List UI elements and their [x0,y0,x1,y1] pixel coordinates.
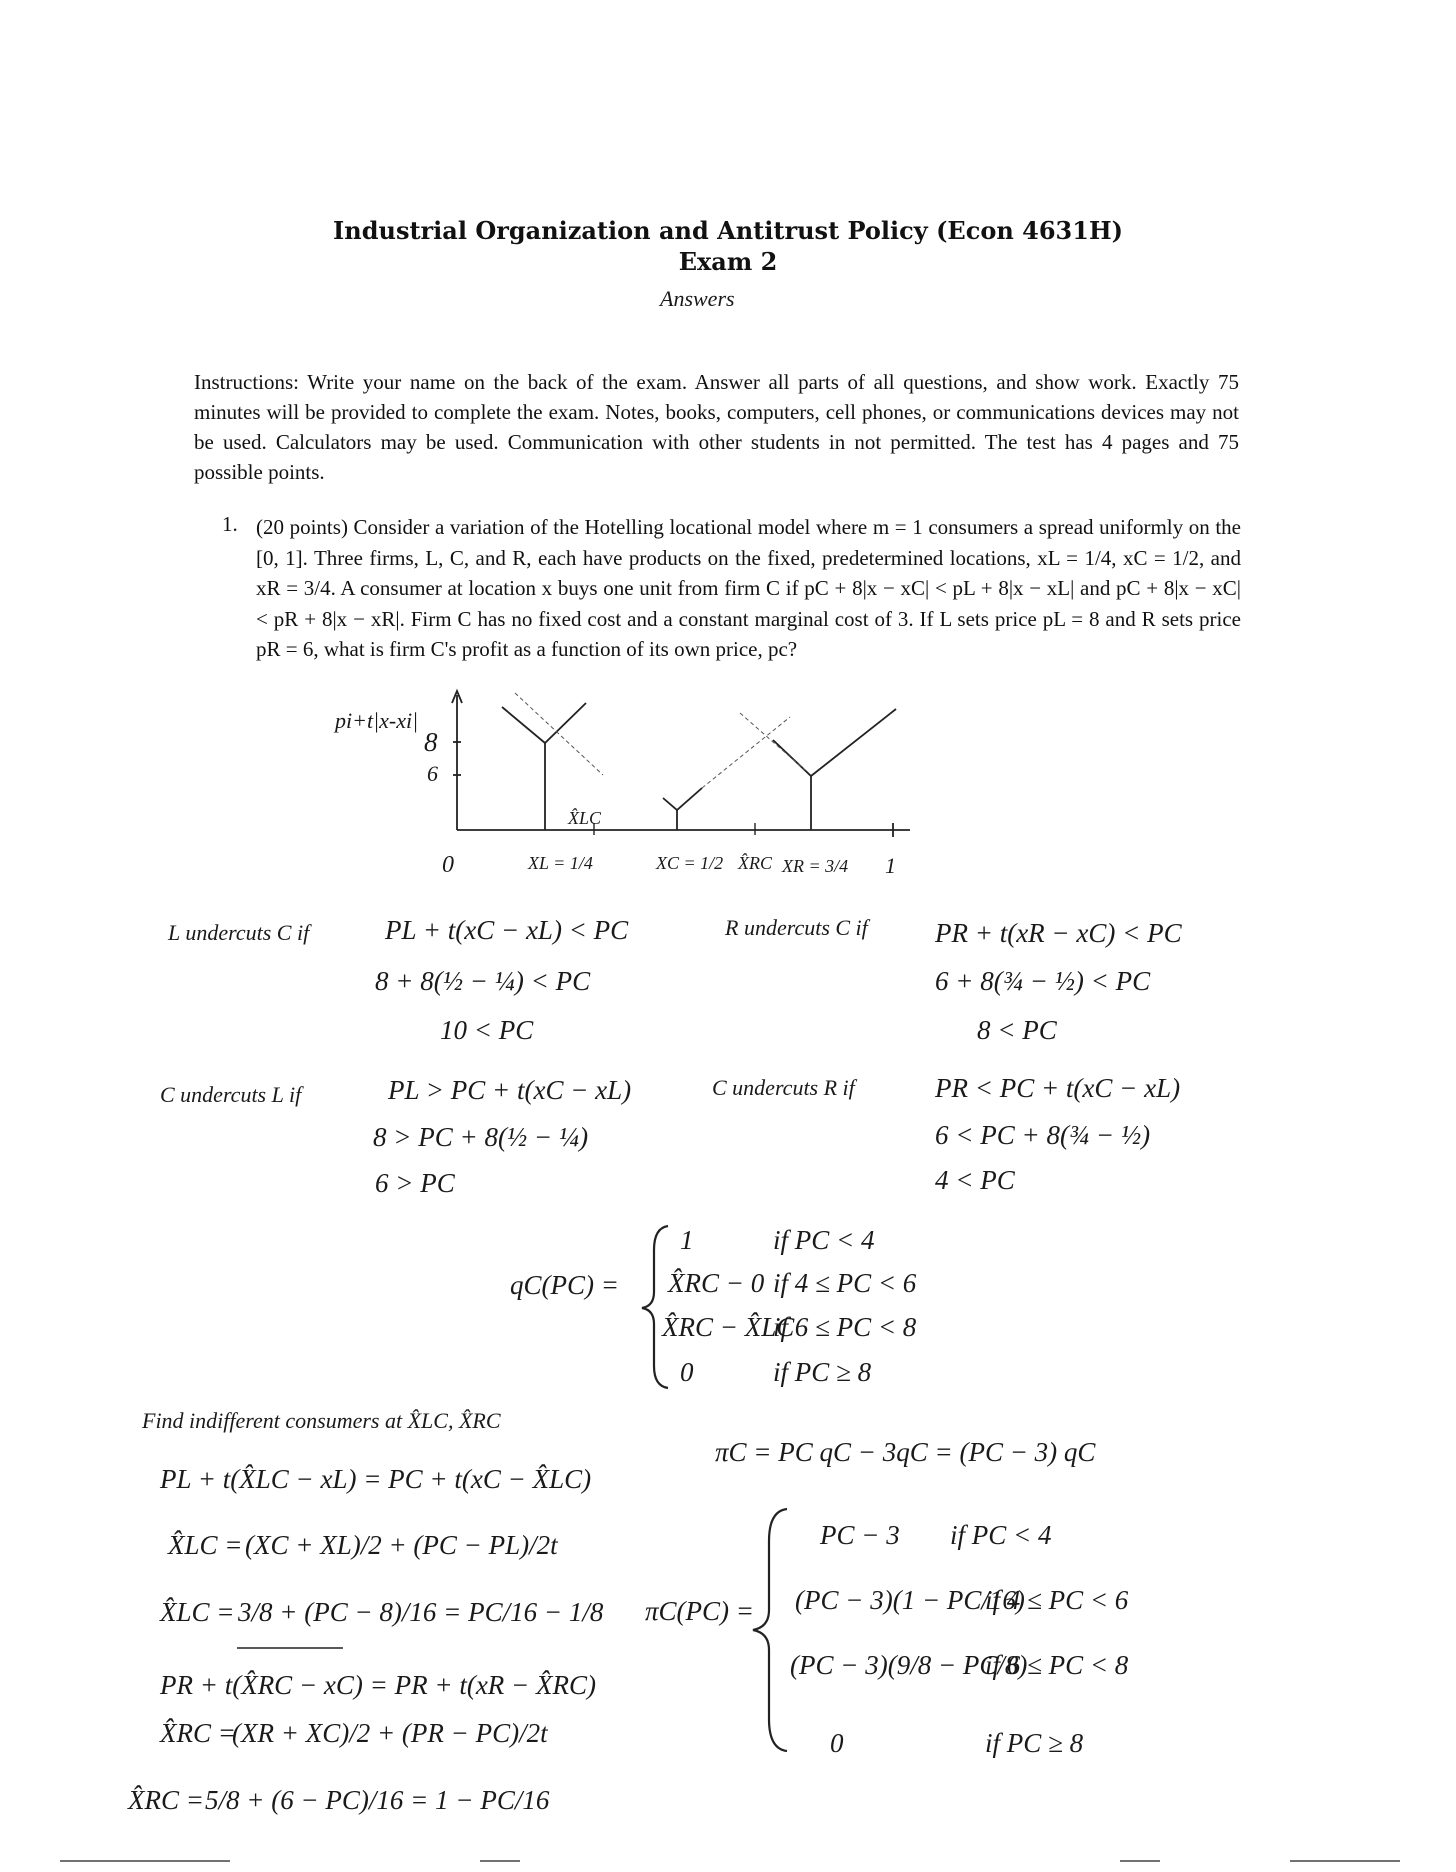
instructions: Instructions: Write your name on the back of the exam. Answer all parts of all questions, and show work. Exactly 75 minutes will be provided to complete the exam. Notes, books, computers, cell phones, or communications devices may not be used. Calculators may be used. Communication with other students in not permitted. The test has 4 pages and 75 possible points. [194,370,1239,484]
qc-case-4-value: 0 [680,1357,694,1387]
pi-case-3-cond: if 6 ≤ PC < 8 [985,1650,1129,1680]
x-origin: 0 [442,852,454,878]
y-tick-8: 8 [424,727,438,757]
find-2-rhs: (XC + XL)/2 + (PC − PL)/2t [245,1530,558,1560]
title-line-1: Industrial Organization and Antitrust Policy (Econ 4631H) [333,216,1123,245]
find-5-lhs: X̂RC = [160,1718,236,1748]
question-text: (20 points) Consider a variation of the Hotelling locational model where m = 1 consumers a spread uniformly on the [0, 1]. Three firms, L, C, and R, each have products on the fixed, predetermined locations, xL = 1/4, xC = 1/2, and xR = 3/4. A consumer at location x buys one unit from firm C if pC + 8|x − xC| < pL + 8|x − xL| and pC + 8|x − xC| < pR + 8|x − xR|. Firm C has no fixed cost and a constant marginal cost of 3. If L sets price pL = 8 and R sets price pR = 6, what is firm C's profit as a function of its own price, pc? [256,515,1241,661]
xr-label: XR = 3/4 [782,856,849,876]
find-6-rhs: 5/8 + (6 − PC)/16 = 1 − PC/16 [205,1785,550,1815]
qc-case-1-value: 1 [680,1225,694,1255]
c-undercuts-l-label: C undercuts L if [160,1082,302,1107]
c-undercuts-l-2: 8 > PC + 8(½ − ¼) [373,1122,589,1152]
firm-l-v [502,703,586,743]
question-number: 1. [222,512,238,536]
pi-case-2-cond: if 4 ≤ PC < 6 [985,1585,1129,1615]
find-5-rhs: (XR + XC)/2 + (PR − PC)/2t [232,1718,548,1748]
pi-case-1-cond: if PC < 4 [950,1520,1052,1550]
r-extension [740,713,805,770]
qc-case-2-cond: if 4 ≤ PC < 6 [773,1268,917,1298]
c-extension [702,717,790,788]
xlc-hat-label: X̂LC [568,808,602,828]
pi-case-2-value: (PC − 3)(1 − PC/16) [795,1585,1025,1615]
xl-label: XL = 1/4 [528,853,593,873]
r-undercuts-3: 8 < PC [977,1015,1057,1045]
l-undercuts-2: 8 + 8(½ − ¼) < PC [375,966,591,996]
find-1: PL + t(X̂LC − xL) = PC + t(xC − X̂LC) [160,1464,592,1494]
x-end: 1 [885,853,896,878]
exam-title [0,216,1456,276]
qc-case-2-value: X̂RC − 0 [668,1268,765,1298]
r-undercuts-label: R undercuts C if [725,915,868,940]
c-undercuts-r-1: PR < PC + t(xC − xL) [935,1073,1181,1103]
qc-case-4-cond: if PC ≥ 8 [773,1357,872,1387]
find-3-lhs: X̂LC = [160,1597,235,1627]
l-extension [515,693,603,775]
r-undercuts-1: PR + t(xR − xC) < PC [935,918,1182,948]
c-undercuts-r-label: C undercuts R if [712,1075,855,1100]
pi-lhs: πC(PC) = [645,1596,754,1626]
qc-case-3-cond: if 6 ≤ PC < 8 [773,1312,917,1342]
l-undercuts-1: PL + t(xC − xL) < PC [385,915,629,945]
find-6-lhs: X̂RC = [128,1785,204,1815]
firm-c-v [663,788,702,810]
xrc-hat-label: X̂RC [738,853,772,873]
qc-lhs: qC(PC) = [510,1270,619,1300]
title-line-2: Exam 2 [678,247,778,276]
firm-r-v [773,709,896,776]
hotelling-graph [330,685,930,885]
qc-case-3-value: X̂RC − X̂LC [662,1312,795,1342]
find-3-rhs: 3/8 + (PC − 8)/16 = PC/16 − 1/8 [238,1597,604,1627]
c-undercuts-l-1: PL > PC + t(xC − xL) [388,1075,632,1105]
pi-case-4-cond: if PC ≥ 8 [985,1728,1084,1758]
find-2-lhs: X̂LC = [168,1530,243,1560]
find-4: PR + t(X̂RC − xC) = PR + t(xR − X̂RC) [160,1670,596,1700]
pi-case-3-value: (PC − 3)(9/8 − PC/8) [790,1650,1028,1680]
pi-brace [745,1505,795,1755]
pi-case-4-value: 0 [830,1728,844,1758]
y-tick-6: 6 [427,761,438,786]
divider-underline [235,1645,345,1651]
qc-brace [636,1222,676,1392]
xc-label: XC = 1/2 [656,853,724,873]
scan-edge-marks [0,1855,1456,1867]
pi-case-1-value: PC − 3 [820,1520,900,1550]
find-label: Find indifferent consumers at X̂LC, X̂RC [142,1408,501,1433]
l-undercuts-3: 10 < PC [440,1015,534,1045]
profit-definition: πC = PC qC − 3qC = (PC − 3) qC [715,1437,1096,1467]
l-undercuts-label: L undercuts C if [168,920,310,945]
r-undercuts-2: 6 + 8(¾ − ½) < PC [935,966,1151,996]
handwritten-answers: Answers [660,286,735,311]
c-undercuts-r-2: 6 < PC + 8(¾ − ½) [935,1120,1151,1150]
c-undercuts-l-3: 6 > PC [375,1168,455,1198]
qc-case-1-cond: if PC < 4 [773,1225,875,1255]
c-undercuts-r-3: 4 < PC [935,1165,1015,1195]
y-axis-label: pi+t|x-xi| [335,708,419,733]
